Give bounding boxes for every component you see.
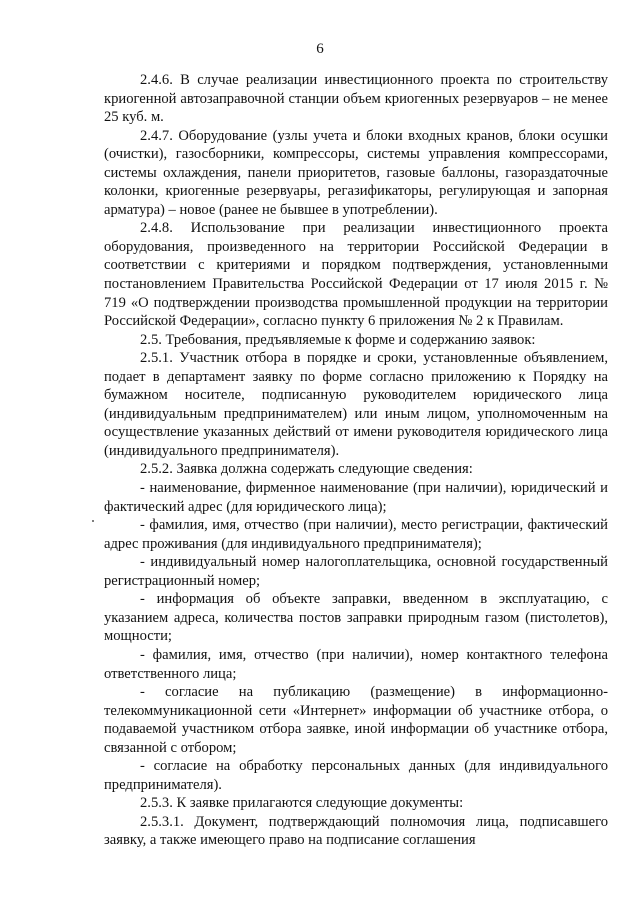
page-number: 6	[316, 41, 324, 57]
paragraph-2-4-6: 2.4.6. В случае реализации инвестиционного проекта по строительству криогенной автозаправочной станции объем криогенных резервуаров – не менее 25 куб. м.	[104, 72, 608, 126]
paragraph-2-4-8: 2.4.8. Использование при реализации инвестиционного проекта оборудования, произведенного на территории Российской Федерации в соответствии с критериями и порядком подтверждения, установленными постановлением Правительства Российской Федерации от 17 июля 2015 г. № 719 «О подтверждении производства промышленной продукции на территории Российской Федерации», согласно пункту 6 приложения № 2 к Правилам.	[104, 220, 608, 330]
document-body	[104, 71, 608, 850]
list-item-publication-consent: - согласие на публикацию (размещение) в информационно-телекоммуникационной сети «Интернет» информации об участнике отбора, о подаваемой участником отбора заявке, иной информации об участнике отбора, связанной с отбором;	[104, 684, 608, 756]
paragraph-2-5: 2.5. Требования, предъявляемые к форме и содержанию заявок:	[140, 331, 536, 348]
list-item-personal-data-consent: - согласие на обработку персональных данных (для индивидуального предпринимателя).	[104, 758, 608, 793]
paragraph-2-5-2: 2.5.2. Заявка должна содержать следующие сведения:	[140, 461, 473, 478]
list-item-full-name-registration: - фамилия, имя, отчество (при наличии), место регистрации, фактический адрес проживания (для индивидуального предпринимателя);	[104, 517, 608, 552]
list-item-contact-person: - фамилия, имя, отчество (при наличии), номер контактного телефона ответственного лица;	[104, 646, 608, 682]
list-item-name-address: - наименование, фирменное наименование (при наличии), юридический и фактический адрес (для юридического лица);	[104, 480, 608, 515]
paragraph-2-4-7: 2.4.7. Оборудование (узлы учета и блоки входных кранов, блоки осушки (очистки), газосборники, компрессоры, системы управления компрессорами, системы охлаждения, панели приоритетов, газовые баллоны, газораздаточные колонки, криогенные резервуары, регазификаторы, регулирующая и запорная арматура) – новое (ранее не бывшее в употреблении).	[104, 127, 608, 218]
scan-speck	[92, 520, 94, 522]
paragraph-2-5-1: 2.5.1. Участник отбора в порядке и сроки, установленные объявлением, подает в департамент заявку по форме согласно приложению к Порядку на бумажном носителе, подписанную руководителем юридического лица (индивидуальным предпринимателем) или иным лицом, уполномоченным на осуществление указанных действий от имени руководителя юридического лица (индивидуального предпринимателя).	[104, 350, 608, 459]
list-item-tax-number: - индивидуальный номер налогоплательщика, основной государственный регистрационный номер;	[104, 554, 608, 589]
list-item-station-info: - информация об объекте заправки, введенном в эксплуатацию, с указанием адреса, количества постов заправки природным газом (пистолетов), мощности;	[104, 591, 608, 645]
paragraph-2-5-3-1: 2.5.3.1. Документ, подтверждающий полномочия лица, подписавшего заявку, а также имеющего право на подписание соглашения	[104, 813, 608, 849]
paragraph-2-5-3: 2.5.3. К заявке прилагаются следующие документы:	[140, 795, 464, 812]
